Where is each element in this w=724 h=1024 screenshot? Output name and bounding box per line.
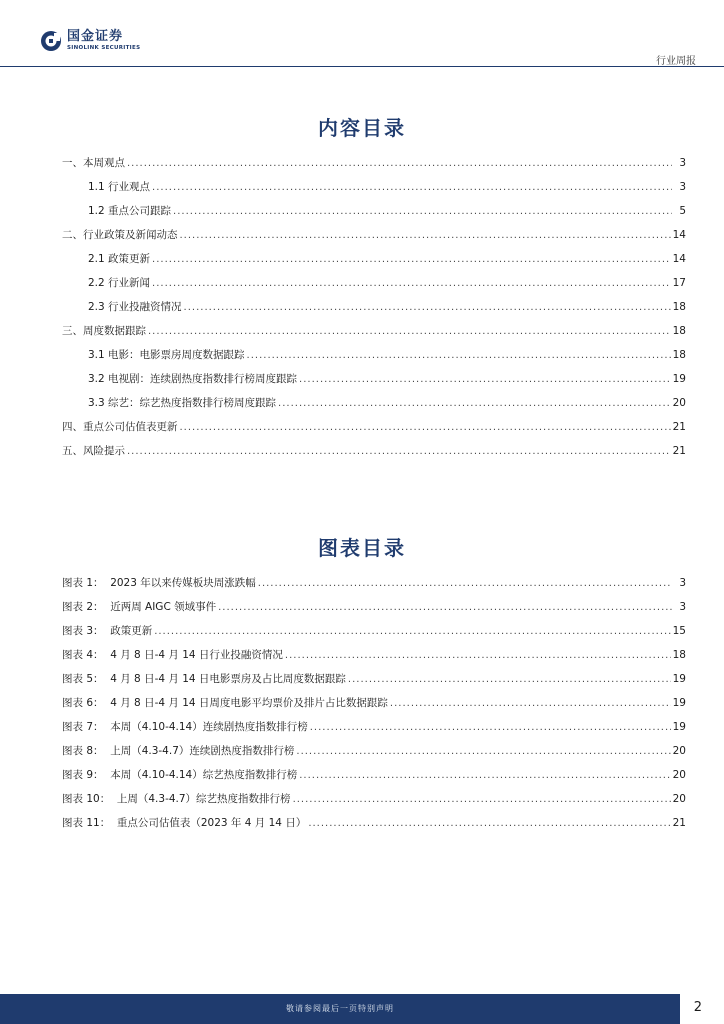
toc-entry-label: 2.3 行业投融资情况 <box>88 301 182 313</box>
figure-entry-label: 图表 11： 重点公司估值表（2023 年 4 月 14 日） <box>62 817 307 829</box>
figure-entry-page: 18 <box>672 649 686 661</box>
page-number: 2 <box>693 1000 702 1015</box>
logo-english-name: SINOLINK SECURITIES <box>67 45 141 51</box>
figure-entry[interactable] <box>62 647 686 671</box>
figure-entry[interactable] <box>62 695 686 719</box>
figures-title: 图表目录 <box>318 536 406 560</box>
dot-leader <box>218 602 672 613</box>
dot-leader <box>299 374 671 385</box>
dot-leader <box>285 650 671 661</box>
toc-entry-page: 3 <box>679 157 686 169</box>
toc-entry-label: 3.2 电视剧：连续剧热度指数排行榜周度跟踪 <box>88 373 298 385</box>
figure-entry-label: 图表 10： 上周（4.3-4.7）综艺热度指数排行榜 <box>62 793 291 805</box>
toc-entry[interactable] <box>62 275 686 299</box>
dot-leader <box>173 206 672 217</box>
figure-entry[interactable] <box>62 743 686 767</box>
toc-entry-label: 3.1 电影：电影票房周度数据跟踪 <box>88 349 245 361</box>
toc-entry-page: 18 <box>672 349 686 361</box>
toc-entry[interactable] <box>62 323 686 347</box>
toc-entry[interactable] <box>62 443 686 467</box>
toc-entry-page: 19 <box>672 373 686 385</box>
figure-entry[interactable] <box>62 575 686 599</box>
toc-entry-page: 14 <box>672 229 686 241</box>
figure-entry-page: 19 <box>672 697 686 709</box>
toc-entry-label: 五、风险提示 <box>62 445 125 457</box>
dot-leader <box>152 182 672 193</box>
figure-entry-page: 20 <box>672 793 686 805</box>
toc-entry[interactable] <box>62 299 686 323</box>
dot-leader <box>184 302 671 313</box>
toc-entry[interactable] <box>62 395 686 419</box>
figure-entry-page: 3 <box>679 601 686 613</box>
sinolink-logo <box>40 30 140 52</box>
dot-leader <box>152 254 671 265</box>
dot-leader <box>308 818 670 829</box>
toc-entry-label: 三、周度数据跟踪 <box>62 325 146 337</box>
toc-entry-label: 2.2 行业新闻 <box>88 277 151 289</box>
report-type-label: 行业周报 <box>656 56 696 67</box>
figure-entry-label: 图表 1： 2023 年以来传媒板块周涨跌幅 <box>62 577 256 589</box>
figure-entry-label: 图表 4： 4 月 8 日-4 月 14 日行业投融资情况 <box>62 649 283 661</box>
toc-entry[interactable] <box>62 347 686 371</box>
toc-entry-label: 1.1 行业观点 <box>88 181 151 193</box>
toc-entry-label: 二、行业政策及新闻动态 <box>62 229 178 241</box>
toc-entry-label: 3.3 综艺：综艺热度指数排行榜周度跟踪 <box>88 397 277 409</box>
dot-leader <box>296 746 670 757</box>
figure-entry[interactable] <box>62 671 686 695</box>
toc-entry-label: 2.1 政策更新 <box>88 253 151 265</box>
toc-entry[interactable] <box>62 203 686 227</box>
dot-leader <box>310 722 671 733</box>
toc-entry-page: 21 <box>672 421 686 433</box>
figure-entry-page: 19 <box>672 673 686 685</box>
dot-leader <box>154 626 670 637</box>
contents-list <box>62 155 686 467</box>
toc-entry-page: 17 <box>672 277 686 289</box>
toc-entry-page: 18 <box>672 325 686 337</box>
dot-leader <box>148 326 671 337</box>
dot-leader <box>127 158 672 169</box>
toc-entry-page: 18 <box>672 301 686 313</box>
dot-leader <box>299 770 670 781</box>
logo-chinese-name: 国金证券 <box>67 29 124 44</box>
figures-list <box>62 575 686 839</box>
contents-title: 内容目录 <box>318 116 406 140</box>
dot-leader <box>293 794 671 805</box>
figure-entry[interactable] <box>62 719 686 743</box>
footer-disclaimer: 敬请参阅最后一页特别声明 <box>286 1004 394 1013</box>
figure-entry-label: 图表 2： 近两周 AIGC 领域事件 <box>62 601 217 613</box>
figure-entry-label: 图表 6： 4 月 8 日-4 月 14 日周度电影平均票价及排片占比数据跟踪 <box>62 697 388 709</box>
dot-leader <box>348 674 671 685</box>
figure-entry[interactable] <box>62 767 686 791</box>
dot-leader <box>258 578 672 589</box>
toc-entry-page: 20 <box>672 397 686 409</box>
figure-entry[interactable] <box>62 599 686 623</box>
page-header <box>0 0 724 70</box>
dot-leader <box>247 350 671 361</box>
figure-entry-label: 图表 7： 本周（4.10-4.14）连续剧热度指数排行榜 <box>62 721 308 733</box>
toc-entry[interactable] <box>62 419 686 443</box>
figure-entry[interactable] <box>62 791 686 815</box>
dot-leader <box>278 398 671 409</box>
sinolink-logo-icon <box>40 30 62 52</box>
figure-entry-label: 图表 3： 政策更新 <box>62 625 153 637</box>
figure-entry-page: 15 <box>672 625 686 637</box>
dot-leader <box>127 446 671 457</box>
toc-entry-page: 3 <box>679 181 686 193</box>
dot-leader <box>152 278 671 289</box>
page-footer <box>0 994 724 1024</box>
figure-entry-page: 3 <box>679 577 686 589</box>
figure-entry[interactable] <box>62 815 686 839</box>
figure-entry-page: 20 <box>672 745 686 757</box>
dot-leader <box>180 422 671 433</box>
toc-entry[interactable] <box>62 371 686 395</box>
toc-entry[interactable] <box>62 251 686 275</box>
figure-entry-label: 图表 8： 上周（4.3-4.7）连续剧热度指数排行榜 <box>62 745 295 757</box>
figure-entry-label: 图表 9： 本周（4.10-4.14）综艺热度指数排行榜 <box>62 769 298 781</box>
figure-entry[interactable] <box>62 623 686 647</box>
toc-entry-page: 5 <box>679 205 686 217</box>
dot-leader <box>390 698 671 709</box>
toc-entry-label: 四、重点公司估值表更新 <box>62 421 178 433</box>
figure-entry-label: 图表 5： 4 月 8 日-4 月 14 日电影票房及占比周度数据跟踪 <box>62 673 346 685</box>
toc-entry-page: 21 <box>672 445 686 457</box>
dot-leader <box>180 230 671 241</box>
toc-entry[interactable] <box>62 155 686 179</box>
toc-entry[interactable] <box>62 179 686 203</box>
toc-entry-page: 14 <box>672 253 686 265</box>
toc-entry-label: 一、本周观点 <box>62 157 125 169</box>
toc-entry[interactable] <box>62 227 686 251</box>
figure-entry-page: 21 <box>672 817 686 829</box>
toc-entry-label: 1.2 重点公司跟踪 <box>88 205 172 217</box>
figure-entry-page: 20 <box>672 769 686 781</box>
figure-entry-page: 19 <box>672 721 686 733</box>
header-divider <box>0 66 724 67</box>
